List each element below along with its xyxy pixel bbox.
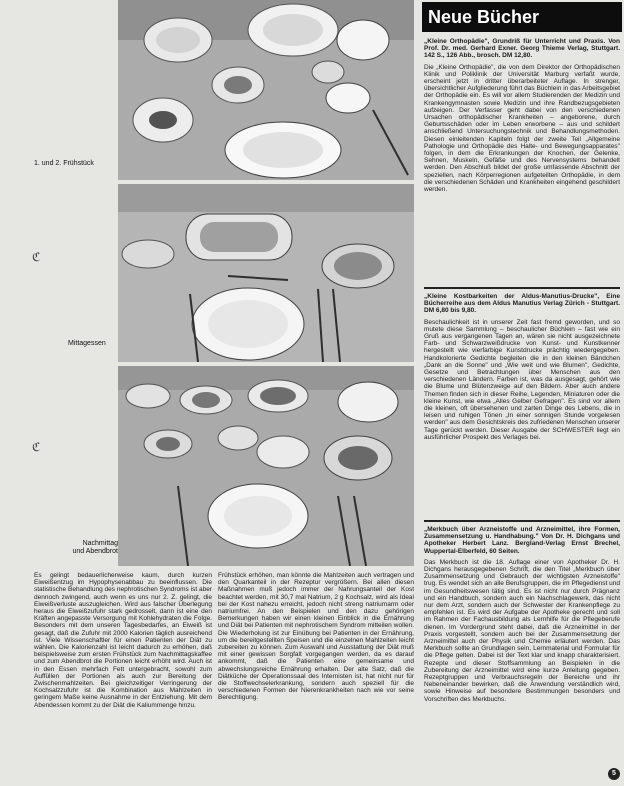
binding-mark: ℭ xyxy=(32,250,41,264)
review-body: Das Merkbuch ist die 18. Auflage einer von Apotheker Dr. H. Dichgans herausgegebenen Schrift, die den Titel „Merkbuch über Zusammensetzung und Gebrauch der wichtigsten Arzneistoffe" trug. Es wendet sich an alle Berufsgruppen, die im Pflegedienst und im Gesundheitswesen tätig sind. Es ist nicht nur durch Prägnanz und ein Handbuch, sondern auch ein Nachschlagewerk, das nicht nur dem Arzt, sondern auch der Schwester der Krankenpflege zu empfehlen ist. Es wird der Aufgabe der Apotheke gerecht und soll im Rahmen der Fachausbildung als Lernhilfe für die Pflegeberufe dienen. Im Vordergrund steht dabei, daß die Arzneimittel in der Praxis vorgestellt, sondern auch bei der Zusammensetzung der Arzneimittel auch der Physik und Chemie erläutert werden. Das Merkbuch sollte an Grundlagen sein, Lernmaterial und Formular für die Pflege gelten. Dabei ist der Text klar und knapp charakterisiert. Rezepte und dieser Stoffsammlung an Beispielen in die Zubereitung der Arzneimittel wird eine kurze Anleitung gegeben. Rezeptgruppen und Verbrauchsregeln der Bereiche und ihr Nebeneinander bewirken, daß die Anwendung verständlich wird, sowie Hinweise auf besondere Bestimmungen besonders und Vorschriften des Merkbuchs. xyxy=(424,558,620,703)
review-title: „Kleine Orthopädie", Grundriß für Unterricht und Praxis. Von Prof. Dr. med. Gerhard Exner. Georg Thieme Verlag, Stuttgart. 142 S., 126 Abb., brosch. DM 12,80. xyxy=(424,38,620,60)
review-title: „Merkbuch über Arzneistoffe und Arzneimittel, ihre Formen, Zusammensetzung u. Handhabung." Von Dr. H. Dichgans und Apotheker Herbert Lanz. Bergland-Verlag Ernst Brechel, Wuppertal-Elberfeld, 60 Seiten. xyxy=(424,526,620,555)
divider xyxy=(424,287,620,289)
photo-caption: 1. und 2. Frühstück xyxy=(34,160,94,167)
lunch-photo xyxy=(118,184,414,362)
section-title: Neue Bücher xyxy=(422,2,622,32)
photo-caption: Mittagessen xyxy=(68,340,106,347)
review-body: Die „Kleine Orthopädie", die von dem Direktor der Orthopädischen Klinik und Poliklinik der Universität Marburg verfaßt wurde, erscheint jetzt in dritter überarbeiteter Auflage. In strenger, übersichtlicher Aufgliederung führt das Büchlein in das Arbeitsgebiet der Orthopädie ein. Es will vor allem Studierenden der Medizin und Krankengymnasten sowie Medizin und ihre Randbezugsgebieten aufzeigen. Der Verfasser geht dabei von den verschiedenen Ursachen orthopädischer Krankheiten – angeborene, durch Geburtsschäden oder im Leben erworbene – aus und schildert anschließend Untersuchungstechnik und Behandlungsmethoden. Diesen einleitenden Kapiteln folgt der zweite Teil „Allgemeine Pathologie und Orthopädie des Halte- und Bewegungsapparates" folgen, in dem die Erkrankungen der Knochen, der Gelenke, Sehnen, Muskeln, Gefäße und des Nervensystems behandelt werden. Den Abschluß bildet der große umfassende Abschnitt der speziellen, nach Körperregionen aufgeteilten Orthopädie, in dem die verschiedenen Schäden und Krankheiten eingehend geschildert werden. xyxy=(424,63,620,194)
article-column-1: Es gelingt bedauerlicherweise kaum, durch kurzen Eiweißentzug im Hypophysenabbau zu beeinflussen. Die statistische Behandlung des nephrotischen Syndroms ist aber dennoch zwingend, auch wenn es uns nur 2. Z. gelingt, die Eiweißverluste auszugleichen. Wird aus falscher Überlegung heraus die Eiweißzufuhr stark gedrosselt, dann ist eine den Kräften angepasste Versorgung mit Kohlehydraten die Folge. Besonders mit dem unseren Tagesbedarfes, an Eiweiß ist gesagt, daß die Zufuhr mit 2000 Kalorien täglich ausreichend ist. Viele Wissenschaftler für einen Patienten der Diät zu wählen. Die Kalorienzahl ist leicht dadurch zu erhöhen, daß beispielsweise zum ersten Frühstück zum Nachmittagskaffee und zum Abendbrot die Portionen leicht erhöht wird. Auch ist in den Essen mehrfach Fett untergebracht, sowohl zum Auffüllen der Portionen als auch zur Bereitung der Zwischenmahlzeiten. Bei gleichzeitiger Verringerung der Kochsalzzufuhr ist die Kombination aus Mahlzeiten in geringem Maße keine Ausnahme in der Entziehung. Mit dem Abendessen kommt zu der Diät die Kaliummenge hinzu. xyxy=(34,572,212,709)
reviews-column xyxy=(424,293,620,515)
review-body: Beschaulichkeit ist in unserer Zeit fast fremd geworden, und so mutete diese Sammlung – beschaulicher Büchlein – fast wie ein Gruß aus vergangenen Tagen an, wären sie nicht ausgezeichnete Farb- und Schwarzweißdrucke von Kunst- und Kunstkenner hergestellt wie vierfarbige Kunstdrucke prächtig wiedergegeben. Handkolorierte Gedichte begleiten die in den kleinen Bändchen „Dank an die Sonne" und „Wie weit und wie Blumen", Gedichte, Gesetze und Betrachtungen über Menschen aus den verschiedenen Ländern. Farben ist, was da ausgesagt, gehört wie die Blume und Blütenzweige auf den Bildern. Aber auch andere Themen finden sich in dieser Reihe, Legenden, Miniaturen oder die kleine Kunst, wie etwa „Alles Gelber Gefragen". Es sind vor allem die kleinen, oft übersehenen und zarten Dinge des Lebens, die in leisen und ruhigen Tönen „In einer sonnigen Stunde vorgelesen werden" aus dem Gesichtskreis des zufriedenen Menschen unserer Tage gerückt werden. Dieser Ausgabe der SCHWESTER liegt ein ausführlicher Prospekt des Verlages bei. xyxy=(424,318,620,441)
binding-mark: ℭ xyxy=(32,440,41,454)
article-column-2: Frühstück erhöhen, man könnte die Mahlzeiten auch vertragen und den Quarkanteil in der Rezeptur vergrößern. Bei allen diesen Maßnahmen muß jedoch immer der Nahrungsanteil der Kost beachtet werden, mit 30,7 mal Natrium, 2 g Kochsalz, wird als Ideal bei der Kost nahezu erreicht, jedoch nicht streng natriumarm oder natriumfrei. An den Beispielen und den dazu gehörigen Bemerkungen haben wir einen kleinen Einblick in die Ernährung und Diät bei Patienten mit nephrotischem Syndrom mitteilen wollen. Die Wiederholung ist zur Einübung bei Patienten in der Ernährung, um die bereitgestellten Speisen und die einzelnen Mahlzeiten leicht zubereiten zu können. Zum Auswahl und Ausstattung der Diät muß mit einer gewissen Sorgfalt vorgegangen werden, da es darauf ankommt, daß die Patienten eine gemeinsame und abwechslungsreiche Ernährung erhalten. Der alte Satz, daß die Diätküche der Operationssaal des Internisten ist, hat nicht nur für die Stoffwechselerkrankung, sondern auch speziell für die verschiedenen Formen der Nierenkrankheiten nach wie vor seine Berechtigung. xyxy=(218,572,414,702)
reviews-column xyxy=(424,38,620,282)
photo-caption: Nachmittag und Abendbrot xyxy=(72,540,118,555)
review-title: „Kleine Kostbarkeiten der Aldus-Manutius-Drucke", Eine Bücherreihe aus dem Aldus Manutius Verlag Zürich - Stuttgart. DM 6,80 bis 9,80. xyxy=(424,293,620,315)
breakfast-photo xyxy=(118,0,414,180)
divider xyxy=(424,520,620,522)
reviews-column xyxy=(424,526,620,766)
page-number: 5 xyxy=(608,768,620,780)
dinner-photo xyxy=(118,366,414,566)
